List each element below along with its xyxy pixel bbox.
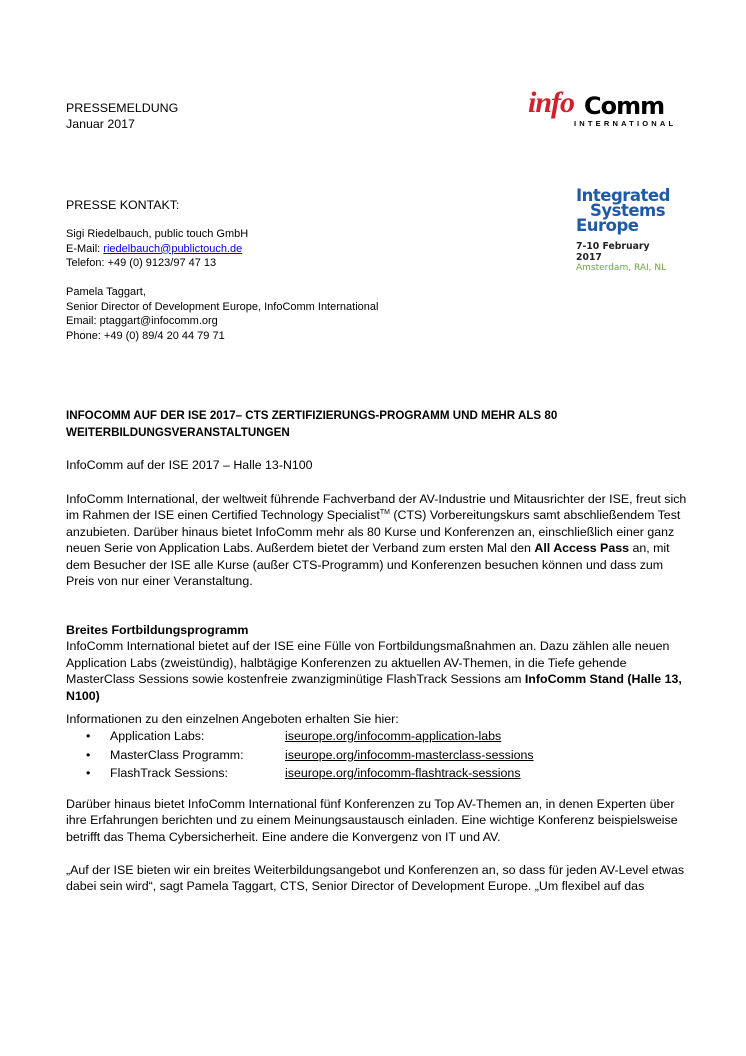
ise-line2: Systems — [590, 201, 666, 220]
logo-info-text: info — [528, 86, 575, 119]
text-line — [66, 878, 684, 894]
text-line — [66, 524, 686, 540]
bold-text: InfoComm Stand (Halle 13, — [524, 672, 682, 687]
text-segment: MasterClass Sessions sowie kostenfreie zwanzigminütige FlashTrack Sessions am — [66, 672, 525, 687]
bullet-icon: • — [86, 729, 91, 743]
contact-phone: Phone: +49 (0) 89/4 20 44 79 71 — [66, 329, 225, 342]
text-segment: TM — [379, 509, 390, 517]
text-segment: InfoComm International, der weltweit führende Fachverband der AV-Industrie und Mitausrichter der ISE, freut sich — [66, 492, 687, 506]
text-line — [66, 862, 684, 878]
bullet-icon: • — [86, 766, 91, 780]
text-line — [66, 491, 686, 507]
paragraph-programm — [66, 622, 682, 704]
text-line — [66, 638, 682, 654]
text-line — [66, 829, 678, 845]
headline-line: WEITERBILDUNGSVERANSTALTUNGEN — [66, 426, 290, 439]
list-item-link[interactable]: iseurope.org/infocomm-application-labs — [285, 729, 502, 743]
ise-line1: Integrated — [576, 186, 670, 205]
text-segment: dem Besucher der ISE alle Kurse (außer CTS-Programm) und Konferenzen besuchen können und dass zum — [66, 557, 664, 572]
text-line — [66, 711, 399, 727]
paragraph-quote — [66, 862, 684, 895]
text-segment: Darüber hinaus bietet InfoComm International fünf Konferenzen zu Top AV-Themen an, in denen Experten über — [66, 797, 675, 811]
text-line — [66, 573, 686, 589]
paragraph-intro — [66, 491, 686, 589]
text-line — [66, 688, 682, 704]
paragraph-info — [66, 711, 399, 727]
headline-line: INFOCOMM AUF DER ISE 2017– CTS ZERTIFIZIERUNGS-PROGRAMM UND MEHR ALS 80 — [66, 409, 558, 422]
release-type: PRESSEMELDUNG — [66, 101, 179, 115]
text-segment: an, mit — [629, 541, 670, 556]
contact-person-1 — [66, 227, 248, 271]
ise-logo — [576, 188, 676, 273]
contact-name: Pamela Taggart, — [66, 286, 146, 298]
infocomm-logo — [528, 86, 677, 134]
bold-text: Breites Fortbildungsprogramm — [66, 623, 249, 637]
text-segment: neuen Serie von Application Labs. Außerdem bietet der Verband zum ersten Mal den — [66, 541, 535, 556]
contact-name: Sigi Riedelbauch, public touch GmbH — [66, 228, 249, 240]
text-segment: InfoComm International bietet auf der ISE eine Fülle von Fortbildungsmaßnahmen an. Dazu zählen alle neuen — [66, 639, 670, 654]
headline — [66, 407, 557, 441]
press-header — [66, 100, 178, 133]
text-segment: Informationen zu den einzelnen Angeboten erhalten Sie hier: — [66, 712, 399, 726]
text-line — [66, 557, 686, 573]
list-item-label: FlashTrack Sessions: — [110, 766, 228, 780]
logo-international-text: INTERNATIONAL — [574, 119, 677, 128]
list-item-label: MasterClass Programm: — [110, 747, 244, 762]
ise-line3: Europe — [576, 216, 639, 235]
text-segment: anzubieten. Darüber hinaus bietet InfoComm mehr als 80 Kurse und Konferenzen an, einschließlich einer ganz — [66, 524, 675, 539]
text-segment: dabei sein wird“, sagt Pamela Taggart, CTS, Senior Director of Development Europe. „Um flexibel auf das — [66, 879, 645, 894]
email-label: E-Mail: — [66, 242, 104, 255]
subline: InfoComm auf der ISE 2017 – Halle 13-N100 — [66, 458, 313, 472]
text-segment: Application Labs (zweistündig), halbtägige Konferenzen zu aktuellen AV-Themen, in die Tiefe gehende — [66, 655, 627, 670]
contact-email: Email: ptaggart@infocomm.org — [66, 315, 218, 327]
text-line — [66, 812, 678, 828]
text-line — [66, 622, 682, 638]
text-segment: Preis von nur einer Veranstaltung. — [66, 574, 253, 589]
list-item-link[interactable]: iseurope.org/infocomm-masterclass-sessions — [285, 747, 534, 762]
logo-comm-text: Comm — [584, 92, 665, 120]
bold-text: All Access Pass — [534, 541, 629, 556]
contact-title: PRESSE KONTAKT: — [66, 198, 180, 212]
text-segment: (CTS) Vorbereitungskurs samt abschließendem Test — [389, 508, 681, 523]
text-segment: „Auf der ISE bieten wir ein breites Weiterbildungsangebot und Konferenzen an, so dass für jeden AV-Level etwas — [66, 863, 685, 877]
text-segment: ihre Erfahrungen berichten und zu einem Meinungsaustausch einladen. Eine wichtige Konferenz beispielsweise — [66, 813, 678, 828]
text-segment: im Rahmen der ISE einen Certified Technology Specialist — [66, 508, 380, 523]
list-item-link[interactable]: iseurope.org/infocomm-flashtrack-sessions — [285, 766, 521, 780]
bold-text: N100) — [66, 688, 100, 703]
ise-dates: 7-10 February 2017 — [576, 241, 650, 263]
contact-phone: Telefon: +49 (0) 9123/97 47 13 — [66, 257, 217, 269]
text-segment: betrifft das Thema Cybersicherheit. Eine andere die Konvergenz von IT und AV. — [66, 829, 501, 844]
bullet-icon: • — [86, 747, 91, 762]
email-link[interactable]: riedelbauch@publictouch.de — [103, 242, 243, 255]
text-line — [66, 655, 682, 671]
list-item-label: Application Labs: — [110, 729, 205, 743]
text-line — [66, 796, 678, 812]
ise-place: Amsterdam, RAI, NL — [576, 263, 667, 273]
text-line — [66, 540, 686, 556]
text-line — [66, 671, 682, 687]
text-line — [66, 507, 686, 523]
release-date: Januar 2017 — [66, 117, 135, 132]
contact-role: Senior Director of Development Europe, InfoComm International — [66, 300, 379, 313]
contact-person-2 — [66, 285, 378, 343]
paragraph-konferenzen — [66, 796, 678, 845]
